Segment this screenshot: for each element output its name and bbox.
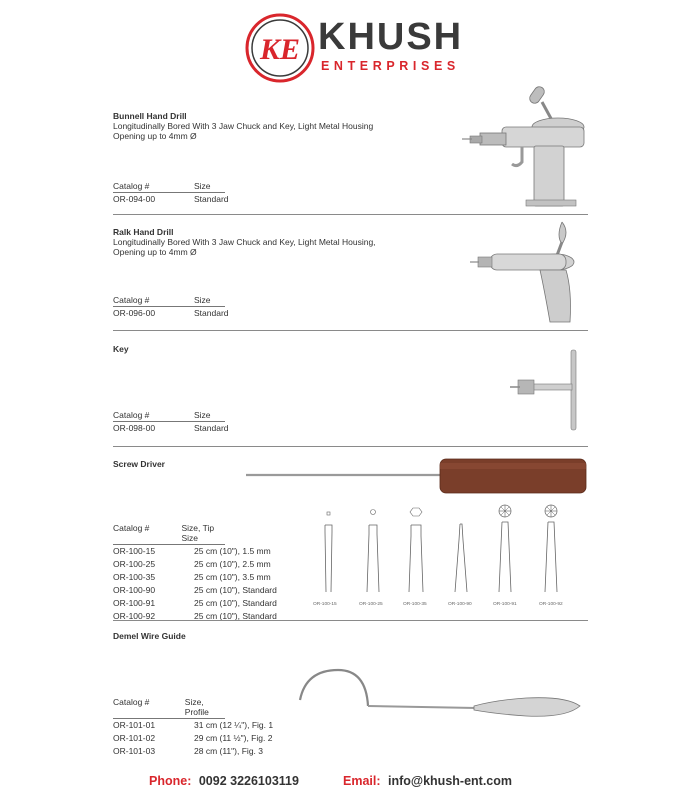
product-wire-guide	[113, 631, 588, 641]
tip-label: OR-100-92	[539, 602, 563, 607]
ralk-drill-image	[470, 218, 592, 328]
tip-label: OR-100-15	[313, 602, 337, 607]
product-title: Bunnell Hand Drill	[113, 111, 187, 121]
catalog-table	[113, 523, 277, 623]
product-description: Longitudinally Bored With 3 Jaw Chuck and Key, Light Metal Housing,	[113, 237, 376, 247]
tip-label: OR-100-91	[493, 602, 517, 607]
product-title: Screw Driver	[113, 459, 165, 469]
product-description: Opening up to 4mm Ø	[113, 131, 197, 141]
tip-label: OR-100-90	[448, 602, 472, 607]
catalog-table	[113, 410, 229, 435]
col-catalog: Catalog #	[113, 410, 150, 420]
col-size: Size, Profile	[184, 697, 209, 717]
table-row: OR-100-91 25 cm (10"), Standard	[113, 598, 277, 608]
catalog-table	[113, 181, 229, 206]
table-row: OR-100-25 25 cm (10"), 2.5 mm	[113, 559, 271, 569]
company-logo	[244, 12, 316, 84]
product-description: Opening up to 4mm Ø	[113, 247, 197, 257]
chuck-key-image	[508, 348, 580, 434]
phone-contact	[149, 774, 299, 788]
tip-profiles-image	[305, 500, 575, 598]
catalog-table	[113, 697, 273, 758]
table-row: OR-100-92 25 cm (10"), Standard	[113, 611, 277, 621]
table-row: OR-094-00 Standard	[113, 194, 229, 204]
col-catalog: Catalog #	[113, 523, 150, 533]
section-divider	[113, 620, 588, 621]
col-size: Size	[194, 410, 211, 420]
table-row: OR-100-35 25 cm (10"), 3.5 mm	[113, 572, 271, 582]
col-size: Size	[194, 295, 211, 305]
product-title: Key	[113, 344, 129, 354]
table-row: OR-096-00 Standard	[113, 308, 229, 318]
table-row: OR-100-15 25 cm (10"), 1.5 mm	[113, 546, 271, 556]
screwdriver-image	[244, 455, 589, 499]
col-catalog: Catalog #	[113, 181, 150, 191]
product-title: Ralk Hand Drill	[113, 227, 174, 237]
wire-guide-image	[296, 666, 588, 726]
catalog-table	[113, 295, 229, 320]
col-catalog: Catalog #	[113, 295, 150, 305]
bunnell-drill-image	[462, 82, 592, 214]
col-catalog: Catalog #	[113, 697, 150, 707]
product-description: Longitudinally Bored With 3 Jaw Chuck and Key, Light Metal Housing	[113, 121, 374, 131]
tip-label: OR-100-35	[403, 602, 427, 607]
phone-label: Phone:	[149, 774, 192, 788]
brand-name: KHUSH	[318, 16, 464, 58]
table-row: OR-101-03 28 cm (11"), Fig. 3	[113, 746, 263, 756]
section-divider	[113, 330, 588, 331]
table-row: OR-098-00 Standard	[113, 423, 229, 433]
tip-label: OR-100-25	[359, 602, 383, 607]
col-size: Size	[194, 181, 211, 191]
phone-number[interactable]: 0092 3226103119	[198, 774, 299, 788]
table-row: OR-101-02 29 cm (11 ½"), Fig. 2	[113, 733, 273, 743]
col-size: Size, Tip Size	[181, 523, 215, 543]
email-address[interactable]: info@khush-ent.com	[388, 774, 512, 788]
table-row: OR-101-01 31 cm (12 ¼"), Fig. 1	[113, 720, 274, 730]
section-divider	[113, 214, 588, 215]
product-title: Demel Wire Guide	[113, 631, 186, 641]
section-divider	[113, 446, 588, 447]
email-contact	[343, 774, 512, 788]
table-row: OR-100-90 25 cm (10"), Standard	[113, 585, 277, 595]
email-label: Email:	[343, 774, 381, 788]
logo-monogram: KE	[259, 33, 301, 66]
brand-subtitle: ENTERPRISES	[321, 59, 460, 73]
